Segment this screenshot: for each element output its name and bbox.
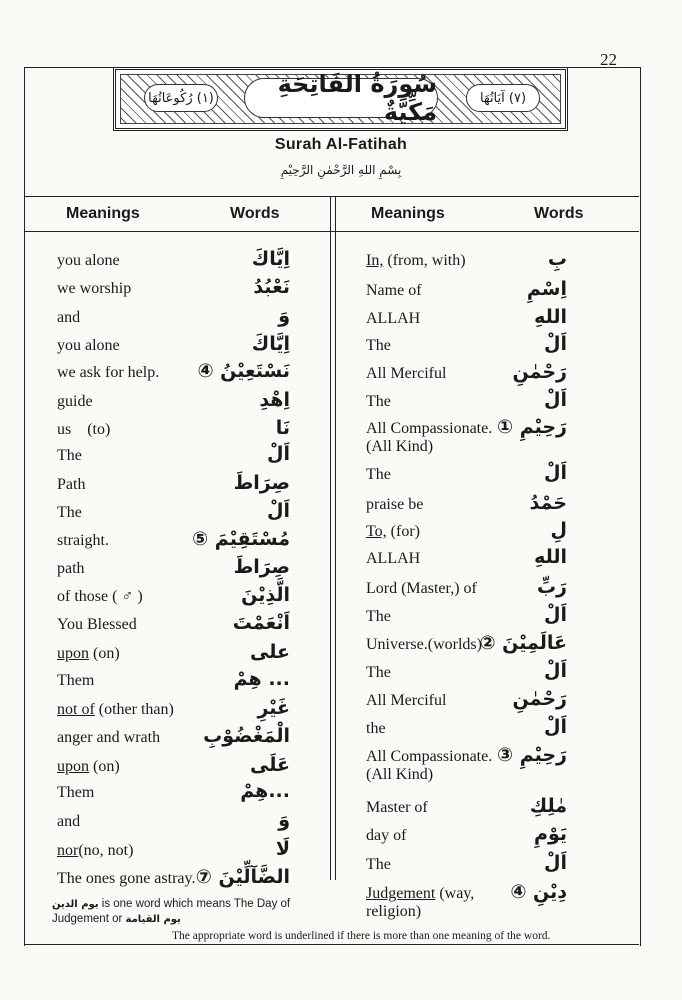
right-arabic-word-16: اَلْ <box>544 716 567 738</box>
left-meaning-22: The ones gone astray. <box>57 870 196 887</box>
left-meanings-header: Meanings <box>66 205 140 222</box>
right-arabic-word-17: رَحِيْمِ ③ <box>497 744 567 766</box>
right-arabic-word-3: اَلْ <box>544 333 567 355</box>
left-meaning-6: us (to) <box>57 421 111 438</box>
left-arabic-word-7: اَلْ <box>267 443 290 465</box>
right-meaning-12: The <box>366 608 391 625</box>
right-arabic-word-4: رَحْمٰنِ <box>512 361 567 383</box>
page-title: Surah Al-Fatihah <box>274 136 408 153</box>
right-arabic-word-1: اِسْمِ <box>526 278 567 300</box>
footnote <box>52 897 290 927</box>
left-arabic-word-19: ...هِمْ <box>240 780 290 802</box>
right-arabic-word-7: اَلْ <box>544 462 567 484</box>
underlined-meaning: nor <box>57 842 79 859</box>
column-divider <box>330 196 336 880</box>
underlined-meaning: upon <box>57 758 89 775</box>
right-meaning-18: Master of <box>366 799 428 816</box>
right-arabic-word-20: اَلْ <box>544 852 567 874</box>
right-meaning-20: The <box>366 856 391 873</box>
left-arabic-word-6: نَا <box>275 417 290 439</box>
right-arabic-word-19: يَوْمِ <box>534 823 567 845</box>
left-meaning-18: upon (on) <box>57 758 120 775</box>
right-meaning-13: Universe.(worlds) <box>366 636 482 653</box>
right-meaning-17: All Compassionate. (All Kind) <box>366 748 493 783</box>
left-meaning-17: anger and wrath <box>57 729 161 746</box>
left-meaning-14: upon (on) <box>57 645 120 662</box>
right-arabic-word-10: اللهِ <box>534 546 567 568</box>
left-meaning-2: and <box>57 309 81 326</box>
right-arabic-word-6: رَحِيْمِ ① <box>497 416 567 438</box>
banner-ruku-count: (١) رُكُوعَاتُهَا <box>144 84 218 112</box>
left-arabic-word-0: اِيَّاكَ <box>251 248 290 270</box>
left-meaning-12: of those ( ♂ ) <box>57 588 143 605</box>
left-meaning-15: Them <box>57 672 95 689</box>
right-words-header: Words <box>534 205 584 222</box>
left-arabic-word-2: وَ <box>278 305 290 327</box>
surah-banner <box>113 67 568 131</box>
left-meaning-9: The <box>57 504 82 521</box>
right-arabic-word-13: عَالَمِيْنَ ② <box>479 632 567 654</box>
right-meaning-2: ALLAH <box>366 310 421 327</box>
left-arabic-word-14: علی <box>250 641 290 663</box>
right-meaning-11: Lord (Master,) of <box>366 580 477 597</box>
left-meaning-3: you alone <box>57 337 120 354</box>
left-meaning-21: nor(no, not) <box>57 842 134 859</box>
right-arabic-word-2: اللهِ <box>534 306 567 328</box>
banner-ayah-count: (٧) آيَاتُهَا <box>466 84 540 112</box>
left-meaning-5: guide <box>57 393 93 410</box>
page-number: 22 <box>600 50 617 69</box>
right-meaning-10: ALLAH <box>366 550 421 567</box>
right-meaning-6: All Compassionate. (All Kind) <box>366 420 493 455</box>
left-arabic-word-8: صِرَاطَ <box>233 472 290 494</box>
right-arabic-word-9: لِ <box>550 519 567 541</box>
left-arabic-word-20: وَ <box>278 809 290 831</box>
right-arabic-word-5: اَلْ <box>544 389 567 411</box>
right-meaning-3: The <box>366 337 391 354</box>
left-arabic-word-11: صِرَاطَ <box>233 556 290 578</box>
left-meaning-10: straight. <box>57 532 109 549</box>
left-meaning-4: we ask for help. <box>57 364 160 381</box>
footnote-arabic-2: يوم القيامة <box>125 914 181 925</box>
right-arabic-word-11: رَبِّ <box>536 576 567 598</box>
basmala: بِسْمِ اللهِ الرَّحْمٰنِ الرَّحِيْمِ <box>280 163 402 177</box>
right-meanings-header: Meanings <box>371 205 445 222</box>
left-meaning-1: we worship <box>57 280 132 297</box>
left-arabic-word-5: اِهْدِ <box>259 389 290 411</box>
right-arabic-word-8: حَمْدُ <box>529 492 567 514</box>
footnote-arabic-1: يوم الدين <box>52 899 99 910</box>
right-meaning-15: All Merciful <box>366 692 447 709</box>
banner-surah-name: سُورَةُ الفَاتِحَةِ مَكِّيَّةٌ <box>244 78 438 118</box>
right-meaning-16: the <box>366 720 386 737</box>
right-arabic-word-14: اَلْ <box>544 660 567 682</box>
underlined-meaning: upon <box>57 645 89 662</box>
left-arabic-word-9: اَلْ <box>267 500 290 522</box>
right-meaning-21: Judgement (way, religion) <box>366 885 475 920</box>
right-arabic-word-18: مٰلِكِ <box>529 795 567 817</box>
left-meaning-20: and <box>57 813 81 830</box>
left-arabic-word-21: لَا <box>275 838 290 860</box>
left-arabic-word-10: مُسْتَقِيْمَ ⑤ <box>192 528 290 550</box>
left-meaning-11: path <box>57 560 85 577</box>
left-arabic-word-22: الضَّآلِّيْنَ ⑦ <box>195 866 290 888</box>
left-meaning-7: The <box>57 447 82 464</box>
underlined-meaning: In, <box>366 252 384 269</box>
right-arabic-word-12: اَلْ <box>544 604 567 626</box>
left-meaning-8: Path <box>57 476 86 493</box>
bottom-note: The appropriate word is underlined if there is more than one meaning of the word. <box>172 930 551 942</box>
left-meaning-0: you alone <box>57 252 120 269</box>
right-meaning-14: The <box>366 664 391 681</box>
footnote-text-2: Judgement or <box>52 913 126 925</box>
left-arabic-word-15: ... هِمْ <box>233 668 290 690</box>
left-meaning-16: not of (other than) <box>57 701 174 718</box>
right-meaning-7: The <box>366 466 391 483</box>
left-arabic-word-18: عَلَى <box>250 754 290 776</box>
left-arabic-word-3: اِيَّاكَ <box>251 333 290 355</box>
right-meaning-9: To, (for) <box>366 523 420 540</box>
underlined-meaning: not of <box>57 701 95 718</box>
right-meaning-0: In, (from, with) <box>366 252 466 269</box>
footnote-text-1: is one word which means The Day of <box>98 898 291 910</box>
left-arabic-word-4: نَسْتَعِيْنُ ④ <box>197 360 290 382</box>
left-arabic-word-13: اَنْعَمْتَ <box>232 612 290 634</box>
right-arabic-word-15: رَحْمٰنِ <box>512 688 567 710</box>
right-meaning-8: praise be <box>366 496 424 513</box>
underlined-meaning: Judgement <box>366 885 436 902</box>
left-arabic-word-12: الَّذِيْنَ <box>241 584 290 606</box>
underlined-meaning: To, <box>366 523 387 540</box>
right-meaning-4: All Merciful <box>366 365 447 382</box>
left-arabic-word-17: الْمَغْضُوْبِ <box>203 725 290 747</box>
right-meaning-5: The <box>366 393 391 410</box>
left-words-header: Words <box>230 205 280 222</box>
left-meaning-19: Them <box>57 784 95 801</box>
right-arabic-word-21: دِيْنِ ④ <box>510 881 567 903</box>
right-arabic-word-0: بِ <box>547 248 567 270</box>
right-meaning-19: day of <box>366 827 407 844</box>
right-meaning-1: Name of <box>366 282 422 299</box>
left-meaning-13: You Blessed <box>57 616 137 633</box>
left-arabic-word-1: نَعْبُدُ <box>253 276 290 298</box>
footer-rule <box>24 944 639 945</box>
left-arabic-word-16: غَيْرِ <box>257 697 290 719</box>
